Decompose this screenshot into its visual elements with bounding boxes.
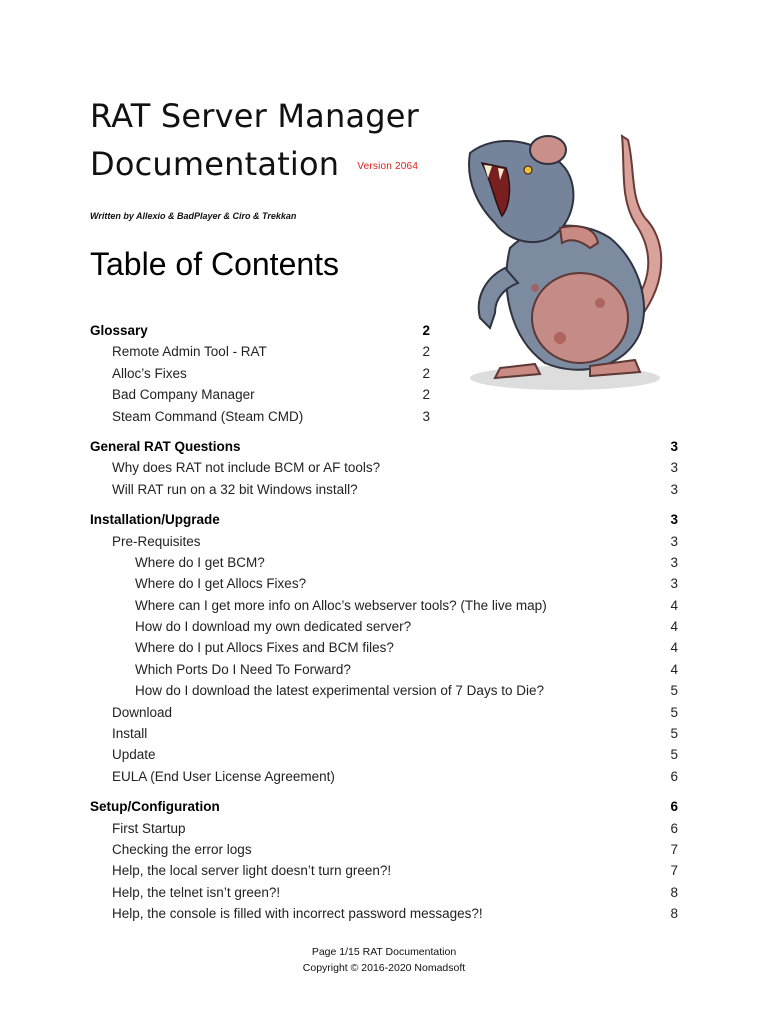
toc-entry-page[interactable]: 3 xyxy=(670,438,678,454)
toc-entry[interactable] xyxy=(90,839,680,860)
toc-entry-label[interactable]: First Startup xyxy=(112,820,186,836)
toc-entry[interactable] xyxy=(90,320,680,341)
toc-entry-label[interactable]: Help, the local server light doesn’t turn green?! xyxy=(112,863,392,879)
toc-entry[interactable] xyxy=(90,723,680,744)
toc-entry[interactable] xyxy=(90,796,680,817)
toc-entry-label[interactable]: Help, the telnet isn’t green?! xyxy=(112,884,281,900)
toc-entry[interactable] xyxy=(90,406,680,427)
toc-entry-page[interactable]: 4 xyxy=(670,619,678,635)
toc-entry-label[interactable]: Glossary xyxy=(90,323,148,338)
toc-entry-page[interactable]: 7 xyxy=(670,863,678,879)
toc-entry-page[interactable]: 2 xyxy=(422,387,430,403)
toc-entry[interactable] xyxy=(90,531,680,552)
toc-entry-label[interactable]: Install xyxy=(112,726,148,742)
toc-entry[interactable] xyxy=(90,744,680,765)
toc-entry-page[interactable]: 2 xyxy=(422,323,430,338)
rat-eye xyxy=(524,166,532,174)
toc-entry[interactable] xyxy=(90,552,680,573)
toc-entry-label[interactable]: General RAT Questions xyxy=(90,438,241,454)
title-line-2: Documentation xyxy=(90,145,340,183)
toc-entry-page[interactable]: 6 xyxy=(670,768,678,784)
toc-entry-label[interactable]: Alloc’s Fixes xyxy=(112,365,187,381)
toc-entry-page[interactable]: 5 xyxy=(670,747,678,763)
version-label: Version 2064 xyxy=(357,161,419,172)
toc-entry[interactable] xyxy=(90,680,680,701)
document-title xyxy=(90,92,419,191)
toc-entry[interactable] xyxy=(90,637,680,658)
toc-entry-label[interactable]: Why does RAT not include BCM or AF tools? xyxy=(112,460,381,476)
toc-entry-label[interactable]: Steam Command (Steam CMD) xyxy=(112,408,304,424)
toc-entry-label[interactable]: How do I download the latest experimental version of 7 Days to Die? xyxy=(135,683,544,699)
table-of-contents xyxy=(90,320,680,925)
toc-entry-label[interactable]: Where do I get Allocs Fixes? xyxy=(135,576,307,592)
toc-entry[interactable] xyxy=(90,573,680,594)
toc-entry-page[interactable]: 2 xyxy=(422,365,430,381)
page-footer xyxy=(0,944,768,976)
toc-entry[interactable] xyxy=(90,818,680,839)
toc-entry[interactable] xyxy=(90,341,680,362)
toc-entry[interactable] xyxy=(90,702,680,723)
toc-entry-page[interactable]: 8 xyxy=(670,884,678,900)
toc-entry[interactable] xyxy=(90,436,680,457)
toc-entry-label[interactable]: Will RAT run on a 32 bit Windows install? xyxy=(112,481,358,497)
toc-heading: Table of Contents xyxy=(90,246,340,282)
toc-entry-page[interactable]: 3 xyxy=(670,554,678,570)
toc-entry[interactable] xyxy=(90,363,680,384)
toc-entry-page[interactable]: 3 xyxy=(670,481,678,497)
toc-entry-label[interactable]: Help, the console is filled with incorrect password messages?! xyxy=(112,906,483,922)
toc-entry-label[interactable]: Which Ports Do I Need To Forward? xyxy=(135,661,351,677)
toc-entry-label[interactable]: Remote Admin Tool - RAT xyxy=(112,344,267,360)
toc-entry[interactable] xyxy=(90,766,680,787)
authors-line: Written by Allexio & BadPlayer & Ciro & Trekkan xyxy=(90,211,297,221)
toc-entry-page[interactable]: 4 xyxy=(670,661,678,677)
footer-page-line: Page 1/15 RAT Documentation xyxy=(311,946,457,958)
toc-entry-page[interactable]: 3 xyxy=(422,408,430,424)
toc-entry[interactable] xyxy=(90,882,680,903)
toc-entry-page[interactable]: 6 xyxy=(670,799,678,815)
toc-entry-page[interactable]: 4 xyxy=(670,597,678,613)
rat-ear xyxy=(530,136,566,164)
toc-entry[interactable] xyxy=(90,860,680,881)
toc-entry-label[interactable]: Setup/Configuration xyxy=(90,799,220,815)
toc-entry[interactable] xyxy=(90,659,680,680)
toc-entry-label[interactable]: Pre-Requisites xyxy=(112,533,201,549)
toc-entry-page[interactable]: 5 xyxy=(670,704,678,720)
toc-entry-page[interactable]: 5 xyxy=(670,683,678,699)
toc-entry-page[interactable]: 3 xyxy=(670,533,678,549)
footer-copyright: Copyright © 2016-2020 Nomadsoft xyxy=(302,962,466,974)
toc-entry[interactable] xyxy=(90,903,680,924)
toc-entry-label[interactable]: Where can I get more info on Alloc’s webserver tools? (The live map) xyxy=(135,597,547,613)
title-line-1: RAT Server Manager xyxy=(90,97,420,135)
toc-entry-page[interactable]: 4 xyxy=(670,640,678,656)
toc-entry-page[interactable]: 3 xyxy=(670,460,678,476)
toc-entry-page[interactable]: 7 xyxy=(670,841,678,857)
toc-entry-label[interactable]: Where do I put Allocs Fixes and BCM files? xyxy=(135,640,394,656)
toc-entry[interactable] xyxy=(90,616,680,637)
toc-entry[interactable] xyxy=(90,595,680,616)
toc-entry-label[interactable]: Download xyxy=(112,704,173,720)
toc-entry[interactable] xyxy=(90,384,680,405)
toc-entry-page[interactable]: 2 xyxy=(422,344,430,360)
toc-entry[interactable] xyxy=(90,457,680,478)
toc-entry-page[interactable]: 3 xyxy=(670,512,678,528)
toc-entry-label[interactable]: Checking the error logs xyxy=(112,841,252,857)
rat-sore xyxy=(595,298,605,308)
toc-entry-label[interactable]: Installation/Upgrade xyxy=(90,512,220,528)
toc-entry[interactable] xyxy=(90,479,680,500)
toc-entry-page[interactable]: 3 xyxy=(670,576,678,592)
toc-entry-page[interactable]: 6 xyxy=(670,820,678,836)
toc-entry-label[interactable]: How do I download my own dedicated server? xyxy=(135,619,412,635)
toc-entry-page[interactable]: 8 xyxy=(670,906,678,922)
toc-entry-label[interactable]: EULA (End User License Agreement) xyxy=(112,768,335,784)
toc-entry[interactable] xyxy=(90,509,680,530)
toc-entry-page[interactable]: 5 xyxy=(670,726,678,742)
toc-entry-label[interactable]: Update xyxy=(112,747,156,763)
toc-entry-label[interactable]: Where do I get BCM? xyxy=(135,554,265,570)
rat-sore xyxy=(531,284,539,292)
title-line-2-wrap xyxy=(90,140,419,191)
toc-entry-label[interactable]: Bad Company Manager xyxy=(112,387,255,403)
